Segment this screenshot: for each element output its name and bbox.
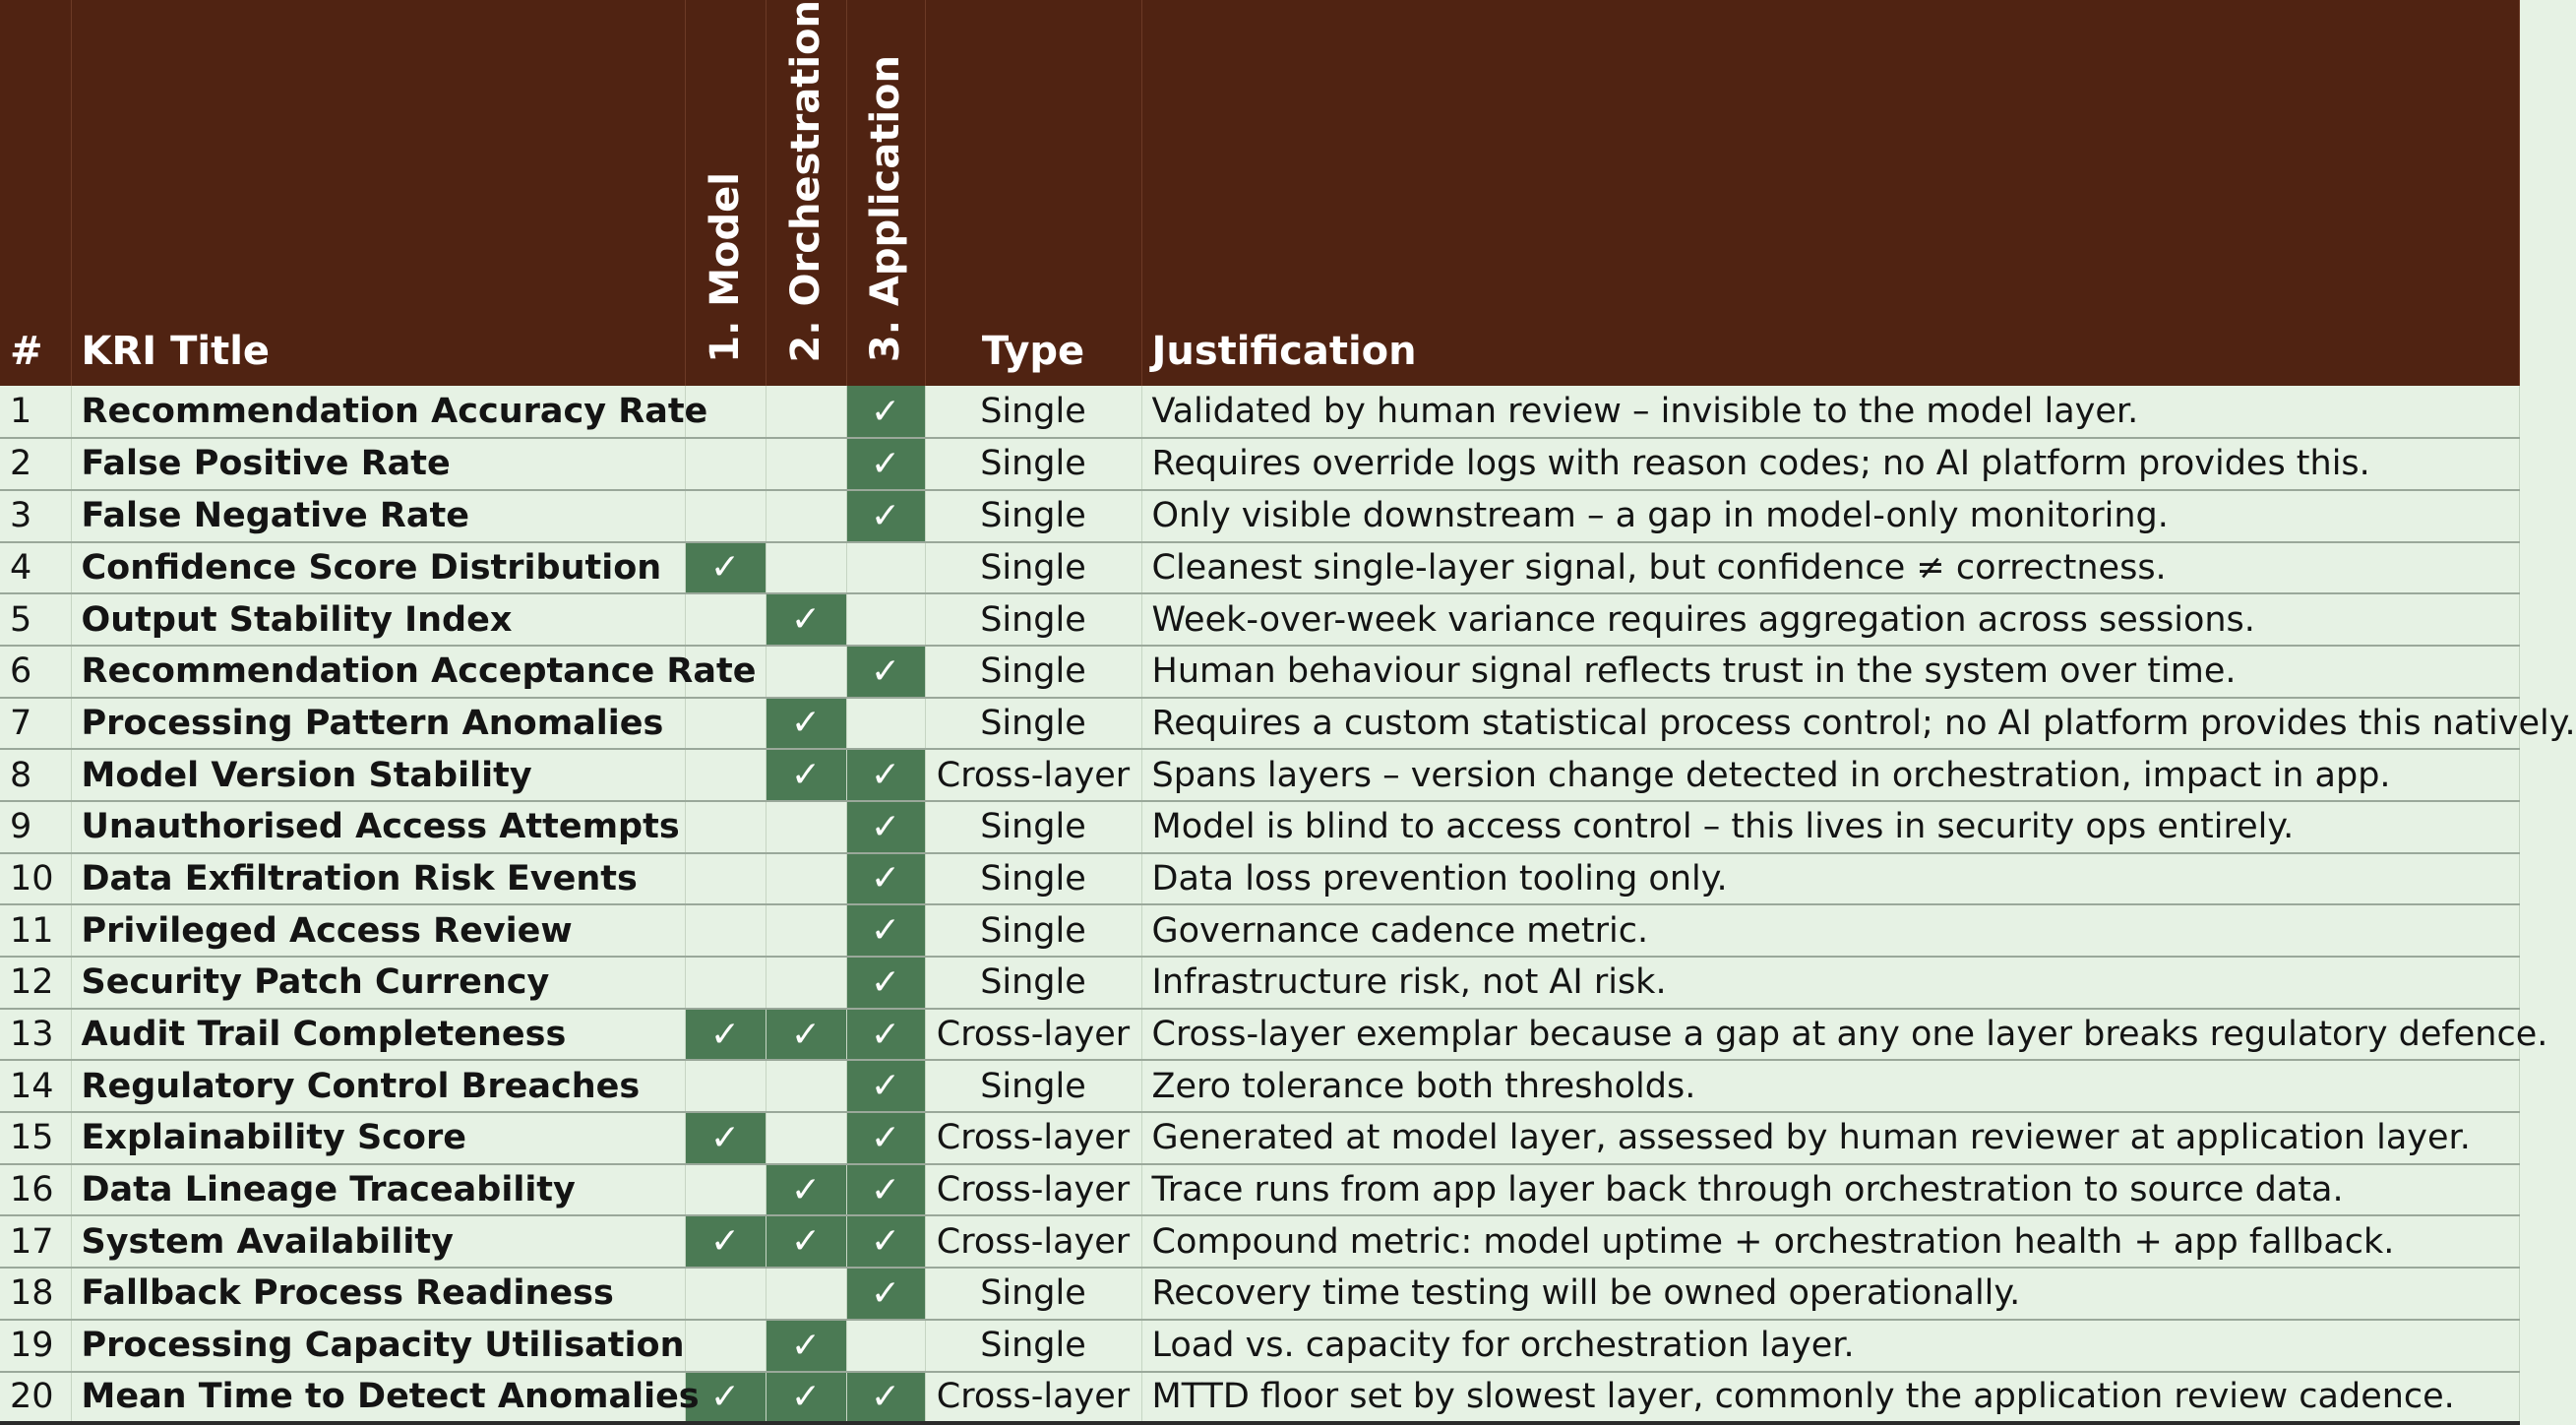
row-number: 9	[0, 801, 71, 853]
table-row	[0, 904, 2519, 957]
kri-title: Explainability Score	[71, 1112, 685, 1164]
model-layer-check	[685, 490, 766, 542]
kri-justification: Human behaviour signal reflects trust in the system over time.	[1141, 646, 2519, 698]
orchestration-layer-check: ✓	[766, 1320, 846, 1372]
orchestration-layer-check	[766, 490, 846, 542]
model-layer-check	[685, 801, 766, 853]
row-number: 3	[0, 490, 71, 542]
application-layer-check: ✓	[846, 1009, 925, 1061]
kri-justification: Validated by human review – invisible to the model layer.	[1141, 386, 2519, 438]
kri-justification: Only visible downstream – a gap in model-only monitoring.	[1141, 490, 2519, 542]
kri-justification: Governance cadence metric.	[1141, 904, 2519, 957]
kri-title: Security Patch Currency	[71, 957, 685, 1009]
kri-justification: Infrastructure risk, not AI risk.	[1141, 957, 2519, 1009]
model-layer-check: ✓	[685, 1215, 766, 1268]
kri-type: Single	[925, 957, 1141, 1009]
table-row	[0, 646, 2519, 698]
col-header-num: #	[0, 0, 71, 386]
kri-justification: Week-over-week variance requires aggregation across sessions.	[1141, 593, 2519, 646]
kri-title: Confidence Score Distribution	[71, 542, 685, 594]
kri-table-body	[0, 386, 2576, 1423]
kri-type: Single	[925, 1060, 1141, 1112]
row-number: 12	[0, 957, 71, 1009]
model-layer-check	[685, 1060, 766, 1112]
orchestration-layer-check: ✓	[766, 698, 846, 750]
orchestration-layer-check: ✓	[766, 1215, 846, 1268]
col-header-orchestration	[766, 0, 846, 386]
model-layer-check	[685, 1164, 766, 1216]
table-row	[0, 386, 2519, 438]
application-layer-check: ✓	[846, 386, 925, 438]
model-layer-check: ✓	[685, 1372, 766, 1424]
application-layer-check: ✓	[846, 749, 925, 801]
kri-justification: Load vs. capacity for orchestration layer.	[1141, 1320, 2519, 1372]
kri-justification: MTTD floor set by slowest layer, commonly the application review cadence.	[1141, 1372, 2519, 1424]
kri-justification: Spans layers – version change detected in orchestration, impact in app.	[1141, 749, 2519, 801]
application-layer-check: ✓	[846, 438, 925, 490]
kri-type: Cross-layer	[925, 1112, 1141, 1164]
kri-title: Audit Trail Completeness	[71, 1009, 685, 1061]
model-layer-check	[685, 853, 766, 905]
kri-title: Recommendation Acceptance Rate	[71, 646, 685, 698]
row-number: 13	[0, 1009, 71, 1061]
row-number: 14	[0, 1060, 71, 1112]
row-number: 15	[0, 1112, 71, 1164]
kri-type: Single	[925, 593, 1141, 646]
orchestration-layer-check: ✓	[766, 749, 846, 801]
row-number: 4	[0, 542, 71, 594]
kri-title: Data Exfiltration Risk Events	[71, 853, 685, 905]
row-number: 6	[0, 646, 71, 698]
kri-type: Single	[925, 801, 1141, 853]
model-layer-check	[685, 1320, 766, 1372]
kri-justification: Compound metric: model uptime + orchestration health + app fallback.	[1141, 1215, 2519, 1268]
orchestration-layer-check: ✓	[766, 1372, 846, 1424]
orchestration-layer-check	[766, 957, 846, 1009]
application-layer-check	[846, 542, 925, 594]
kri-type: Single	[925, 386, 1141, 438]
kri-justification: Requires override logs with reason codes; no AI platform provides this.	[1141, 438, 2519, 490]
col-header-model	[685, 0, 766, 386]
orchestration-layer-check	[766, 1060, 846, 1112]
row-number: 11	[0, 904, 71, 957]
row-number: 19	[0, 1320, 71, 1372]
orchestration-layer-check: ✓	[766, 1009, 846, 1061]
table-row	[0, 1372, 2519, 1424]
application-layer-check	[846, 698, 925, 750]
row-number: 20	[0, 1372, 71, 1424]
orchestration-layer-check	[766, 1112, 846, 1164]
table-row	[0, 801, 2519, 853]
application-layer-check: ✓	[846, 1215, 925, 1268]
orchestration-layer-check	[766, 904, 846, 957]
kri-type: Single	[925, 1320, 1141, 1372]
row-number: 8	[0, 749, 71, 801]
kri-title: False Negative Rate	[71, 490, 685, 542]
header-row	[0, 0, 2519, 386]
kri-type: Cross-layer	[925, 1164, 1141, 1216]
orchestration-layer-check	[766, 853, 846, 905]
kri-justification: Requires a custom statistical process control; no AI platform provides this natively.	[1141, 698, 2519, 750]
orchestration-layer-check	[766, 1268, 846, 1320]
table-row	[0, 1009, 2519, 1061]
orchestration-layer-check	[766, 801, 846, 853]
application-layer-check: ✓	[846, 1060, 925, 1112]
row-number: 7	[0, 698, 71, 750]
orchestration-layer-check: ✓	[766, 1164, 846, 1216]
table-row	[0, 1112, 2519, 1164]
row-number: 16	[0, 1164, 71, 1216]
kri-type: Single	[925, 438, 1141, 490]
kri-type: Single	[925, 698, 1141, 750]
row-number: 17	[0, 1215, 71, 1268]
model-layer-check	[685, 957, 766, 1009]
table-row	[0, 542, 2519, 594]
table-row	[0, 490, 2519, 542]
application-layer-check: ✓	[846, 1372, 925, 1424]
col-header-application	[846, 0, 925, 386]
table-row	[0, 1060, 2519, 1112]
table-row	[0, 1320, 2519, 1372]
col-header-title: KRI Title	[71, 0, 685, 386]
kri-justification: Model is blind to access control – this lives in security ops entirely.	[1141, 801, 2519, 853]
application-layer-check: ✓	[846, 1164, 925, 1216]
col-header-type: Type	[925, 0, 1141, 386]
kri-type: Cross-layer	[925, 1372, 1141, 1424]
kri-type: Cross-layer	[925, 749, 1141, 801]
table-row	[0, 1164, 2519, 1216]
application-layer-check: ✓	[846, 957, 925, 1009]
orchestration-layer-check	[766, 438, 846, 490]
table-row	[0, 853, 2519, 905]
model-layer-check	[685, 698, 766, 750]
kri-justification: Recovery time testing will be owned operationally.	[1141, 1268, 2519, 1320]
kri-title: Recommendation Accuracy Rate	[71, 386, 685, 438]
kri-justification: Generated at model layer, assessed by human reviewer at application layer.	[1141, 1112, 2519, 1164]
kri-title: Regulatory Control Breaches	[71, 1060, 685, 1112]
row-number: 1	[0, 386, 71, 438]
col-header-orchestration-label: 2. Orchestration	[783, 0, 828, 363]
table-row	[0, 1215, 2519, 1268]
row-number: 18	[0, 1268, 71, 1320]
model-layer-check	[685, 749, 766, 801]
application-layer-check: ✓	[846, 904, 925, 957]
orchestration-layer-check	[766, 386, 846, 438]
kri-justification: Zero tolerance both thresholds.	[1141, 1060, 2519, 1112]
kri-title: Privileged Access Review	[71, 904, 685, 957]
table-row	[0, 749, 2519, 801]
application-layer-check: ✓	[846, 490, 925, 542]
kri-justification: Cross-layer exemplar because a gap at any one layer breaks regulatory defence.	[1141, 1009, 2519, 1061]
kri-type: Single	[925, 490, 1141, 542]
orchestration-layer-check: ✓	[766, 593, 846, 646]
kri-type: Single	[925, 646, 1141, 698]
col-header-justification: Justification	[1141, 0, 2519, 386]
application-layer-check: ✓	[846, 1268, 925, 1320]
row-number: 10	[0, 853, 71, 905]
kri-type: Single	[925, 542, 1141, 594]
table-row	[0, 1268, 2519, 1320]
table-row	[0, 957, 2519, 1009]
application-layer-check: ✓	[846, 646, 925, 698]
kri-title: Model Version Stability	[71, 749, 685, 801]
application-layer-check: ✓	[846, 1112, 925, 1164]
col-header-model-label: 1. Model	[703, 171, 748, 363]
row-number: 2	[0, 438, 71, 490]
model-layer-check	[685, 904, 766, 957]
kri-title: Fallback Process Readiness	[71, 1268, 685, 1320]
kri-justification: Trace runs from app layer back through orchestration to source data.	[1141, 1164, 2519, 1216]
row-number: 5	[0, 593, 71, 646]
kri-title: Output Stability Index	[71, 593, 685, 646]
application-layer-check: ✓	[846, 801, 925, 853]
model-layer-check	[685, 593, 766, 646]
col-header-application-label: 3. Application	[863, 55, 908, 363]
kri-type: Cross-layer	[925, 1215, 1141, 1268]
application-layer-check: ✓	[846, 853, 925, 905]
kri-title: Data Lineage Traceability	[71, 1164, 685, 1216]
kri-justification: Data loss prevention tooling only.	[1141, 853, 2519, 905]
kri-title: System Availability	[71, 1215, 685, 1268]
table-row	[0, 593, 2519, 646]
application-layer-check	[846, 1320, 925, 1372]
kri-title: False Positive Rate	[71, 438, 685, 490]
model-layer-check: ✓	[685, 542, 766, 594]
kri-type: Single	[925, 904, 1141, 957]
kri-title: Processing Capacity Utilisation	[71, 1320, 685, 1372]
model-layer-check	[685, 1268, 766, 1320]
model-layer-check: ✓	[685, 1009, 766, 1061]
kri-justification: Cleanest single-layer signal, but confidence ≠ correctness.	[1141, 542, 2519, 594]
table-row	[0, 438, 2519, 490]
application-layer-check	[846, 593, 925, 646]
orchestration-layer-check	[766, 542, 846, 594]
model-layer-check	[685, 438, 766, 490]
kri-title: Mean Time to Detect Anomalies	[71, 1372, 685, 1424]
kri-title: Processing Pattern Anomalies	[71, 698, 685, 750]
model-layer-check: ✓	[685, 1112, 766, 1164]
kri-type: Cross-layer	[925, 1009, 1141, 1061]
kri-type: Single	[925, 1268, 1141, 1320]
table-row	[0, 698, 2519, 750]
kri-title: Unauthorised Access Attempts	[71, 801, 685, 853]
kri-type: Single	[925, 853, 1141, 905]
orchestration-layer-check	[766, 646, 846, 698]
